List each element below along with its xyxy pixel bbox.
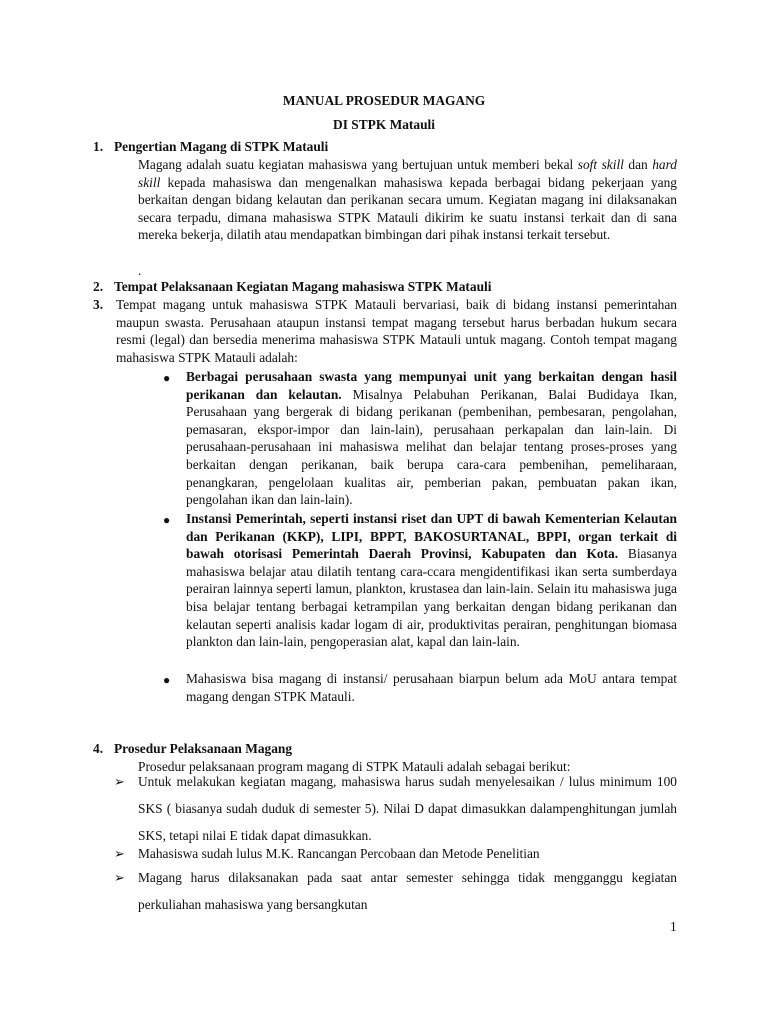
black-circle-bullet-icon: ● bbox=[163, 513, 171, 527]
section-4-title: Prosedur Pelaksanaan Magang bbox=[114, 741, 293, 756]
section-1-text-c: kepada mahasiswa dan mengenalkan mahasiswa kepada berbagai bidang pekerjaan yang berkaitan dengan bidang kelautan dan perikanan secara umum. Kegiatan magang ini dilaksanakan secara terpadu, dimana mahasiswa STPK Matauli dikirim ke suatu instansi terkait dan di sana mereka bekerja, dilatih atau mendapatkan bimbingan dari pihak instansi terkait tersebut. bbox=[138, 174, 677, 243]
bullet-3-text: Mahasiswa bisa magang di instansi/ perusahaan biarpun belum ada MoU antara tempat magang dengan STPK Matauli. bbox=[186, 671, 677, 704]
section-3-body: Tempat magang untuk mahasiswa STPK Matauli bervariasi, baik di bidang instansi pemerintahan maupun swasta. Perusahaan ataupun instansi tempat magang tersebut harus berbadan hukum secara resmi (legal) dan bersedia menerima mahasiswa STPK Matauli untuk magang. Contoh tempat magang mahasiswa STPK Matauli adalah: bbox=[116, 297, 677, 365]
bullet-1-text: Misalnya Pelabuhan Perikanan, Balai Budidaya Ikan, Perusahaan yang bergerak di bidang perikanan (pembenihan, pembesaran, pengolahan, pemasaran, ekspor-impor dan lain-lain), perusahaan perkapalan dan lain-lain. Di perusahaan-perusahaan ini mahasiswa melihat dan belajar tentang proses-proses yang berkaitan dengan perikanan, baik berupa cara-cara pembenihan, pemeliharaan, penangkaran, pengelolaan kualitas air, pemberian pakan, pembuatan pakan ikan, pengolahan ikan dan lain-lain). bbox=[186, 386, 678, 508]
section-1-number: 1. bbox=[93, 139, 104, 154]
section-2-number: 2. bbox=[93, 279, 104, 294]
section-4-item-2: Mahasiswa sudah lulus M.K. Rancangan Percobaan dan Metode Penelitian bbox=[138, 846, 540, 861]
section-1-body bbox=[138, 156, 677, 244]
bullet-2-bold: Instansi Pemerintah, seperti instansi riset dan UPT di bawah Kementerian Kelautan dan Perikanan (KKP), LIPI, BPPT, BAKOSURTANAL, BPPI, organ terkait di bawah otorisasi Pemerintah Daerah Provinsi, Kabupaten dan Kota. bbox=[186, 511, 677, 562]
bullet-1-bold: Berbagai perusahaan swasta yang mempunyai unit yang berkaitan dengan hasil perikanan dan kelautan. bbox=[186, 369, 677, 402]
section-1-title: Pengertian Magang di STPK Matauli bbox=[114, 139, 329, 154]
section-3-bullet-3 bbox=[186, 670, 677, 705]
section-3-bullet-2 bbox=[186, 510, 677, 651]
section-3-bullet-1 bbox=[186, 368, 677, 509]
section-1-text-a: Magang adalah suatu kegiatan mahasiswa yang bertujuan untuk memberi bekal bbox=[138, 157, 578, 172]
black-circle-bullet-icon: ● bbox=[163, 673, 171, 687]
section-4-number: 4. bbox=[93, 741, 104, 756]
section-1-text-b: dan bbox=[623, 157, 653, 172]
arrow-bullet-icon: ➢ bbox=[114, 846, 125, 861]
section-4-item-3: Magang harus dilaksanakan pada saat antar semester sehingga tidak mengganggu kegiatan perkuliahan mahasiswa yang bersangkutan bbox=[138, 870, 677, 912]
document-title: MANUAL PROSEDUR MAGANG bbox=[282, 93, 486, 108]
document-subtitle: DI STPK Matauli bbox=[333, 117, 435, 132]
black-circle-bullet-icon: ● bbox=[163, 371, 171, 385]
soft-skill-term: soft skill bbox=[577, 157, 624, 172]
section-4-intro: Prosedur pelaksanaan program magang di STPK Matauli adalah sebagai berikut: bbox=[138, 759, 571, 774]
arrow-bullet-icon: ➢ bbox=[114, 870, 125, 885]
section-2-title: Tempat Pelaksanaan Kegiatan Magang mahasiswa STPK Matauli bbox=[114, 279, 492, 294]
page-number: 1 bbox=[670, 919, 677, 934]
section-4-item-1: Untuk melakukan kegiatan magang, mahasiswa harus sudah menyelesaikan / lulus minimum 100 SKS ( biasanya sudah duduk di semester 5). Nilai D dapat dimasukkan dalampenghitungan jumlah SKS, tetapi nilai E tidak dapat dimasukkan. bbox=[138, 774, 677, 843]
arrow-bullet-icon: ➢ bbox=[114, 774, 125, 789]
bullet-2-text: Biasanya mahasiswa belajar atau dilatih tentang cara-ccara mengidentifikasi ikan serta sumberdaya perairan lainnya seperti lamun, plankton, krustasea dan lain-lain. Selain itu mahasiswa juga bisa belajar tentang berbagai ketrampilan yang berkaitan dengan bidang perikanan dan kelautan seperti analisis kadar logam di air, produktivitas perairan, penghitungan biomasa plankton dan lain-lain, pengoperasian alat, kapal dan lain-lain. bbox=[186, 546, 677, 650]
trailing-dot: . bbox=[138, 263, 142, 278]
hard-skill-term: hard skill bbox=[138, 157, 678, 190]
section-3-number: 3. bbox=[93, 297, 104, 312]
